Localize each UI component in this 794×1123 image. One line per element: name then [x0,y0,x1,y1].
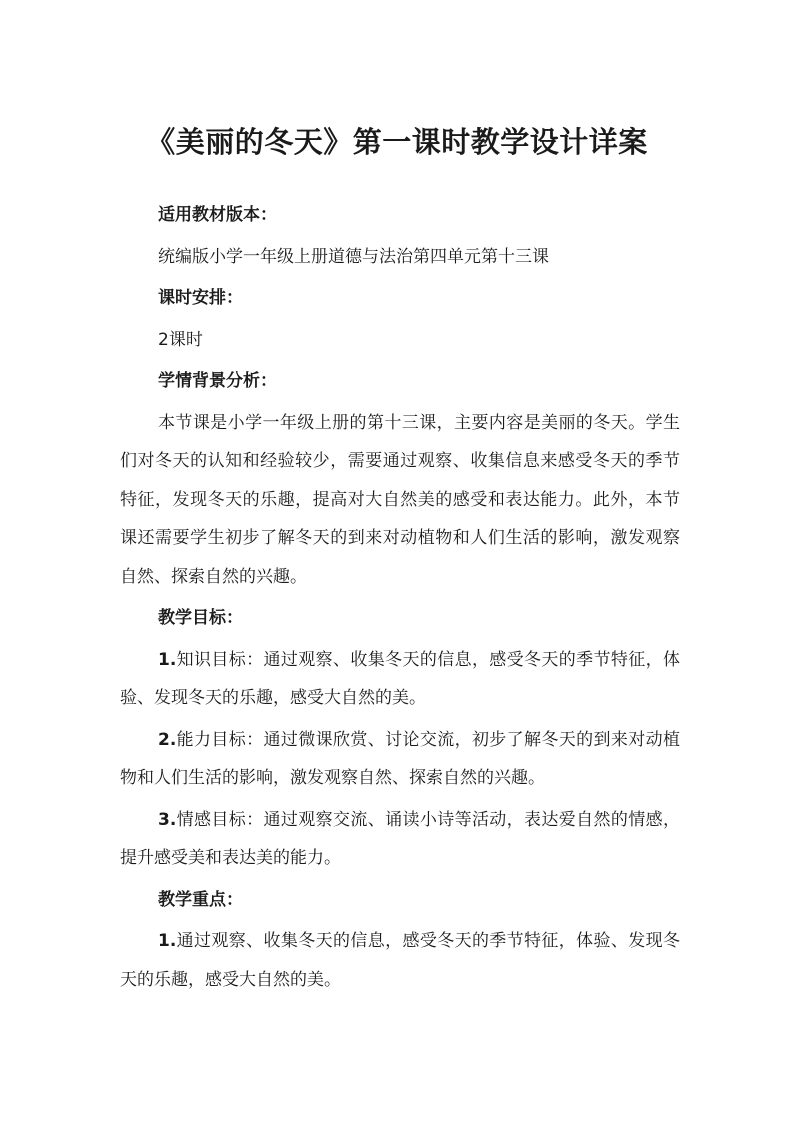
goal-2-text: 能力目标：通过微课欣赏、讨论交流，初步了解冬天的到来对动植物和人们生活的影响，激发观察自然、探索自然的兴趣。 [120,729,680,788]
background-heading: 学情背景分析： [158,371,277,391]
schedule-value: 2课时 [158,329,203,350]
page-title: 《美丽的冬天》第一课时教学设计详案 [146,125,648,159]
background-paragraph: 本节课是小学一年级上册的第十三课，主要内容是美丽的冬天。学生们对冬天的认知和经验较少，需要通过观察、收集信息来感受冬天的季节特征，发现冬天的乐趣，提高对大自然美的感受和表达能力。此外，本节课还需要学生初步了解冬天的到来对动植物和人们生活的影响，激发观察自然、探索自然的兴趣。 [120,412,680,587]
document-body [120,196,680,1002]
goal-item-3 [120,801,680,878]
key-points-heading: 教学重点： [158,889,243,910]
goal-item-2 [120,721,680,798]
textbook-heading: 适用教材版本： [158,205,277,225]
textbook-value: 统编版小学一年级上册道德与法治第四单元第十三课 [158,246,549,267]
schedule-heading: 课时安排： [158,288,243,308]
goal-3-text: 情感目标：通过观察交流、诵读小诗等活动，表达爱自然的情感，提升感受美和表达美的能力。 [120,809,680,868]
key-point-item-1 [120,922,680,999]
goal-2-number: 2. [158,729,177,750]
goal-item-1 [120,641,680,718]
goals-heading: 教学目标： [158,608,243,628]
goal-1-number: 1. [158,649,177,670]
goal-3-number: 3. [158,809,177,830]
key-1-text: 通过观察、收集冬天的信息，感受冬天的季节特征，体验、发现冬天的乐趣，感受大自然的美。 [120,931,680,990]
key-1-number: 1. [158,931,177,951]
goal-1-text: 知识目标：通过观察、收集冬天的信息，感受冬天的季节特征，体验、发现冬天的乐趣，感受大自然的美。 [120,649,680,708]
